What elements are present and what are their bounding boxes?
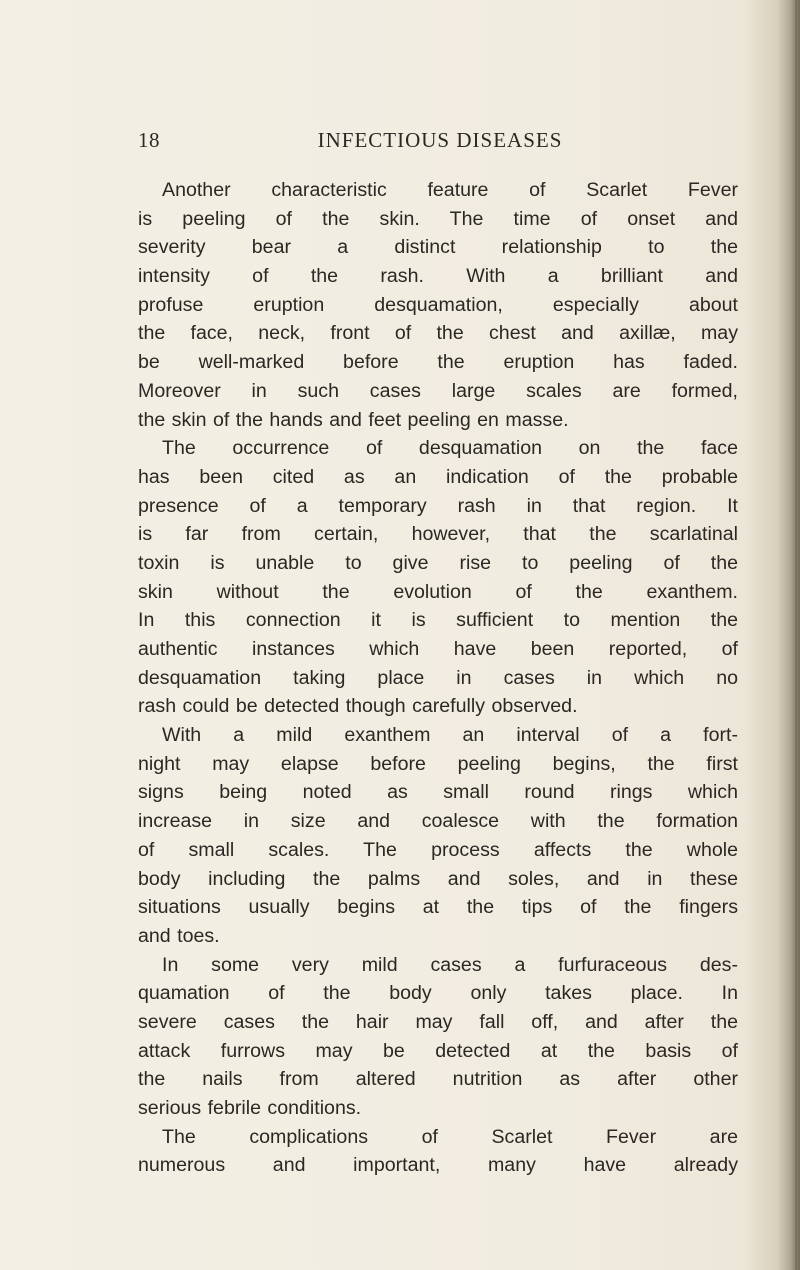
text-line: With a mild exanthem an interval of a fort- — [162, 724, 738, 747]
text-line: quamation of the body only takes place. In — [138, 982, 738, 1005]
text-line: attack furrows may be detected at the basis of — [138, 1039, 738, 1062]
body-text — [138, 176, 738, 1180]
paragraph-2 — [138, 434, 738, 721]
text-line: In this connection it is sufficient to mention the — [138, 609, 738, 632]
text-line: severity bear a distinct relationship to the — [138, 236, 738, 259]
text-line: authentic instances which have been reported, of — [138, 638, 738, 660]
text-line: The complications of Scarlet Fever are — [162, 1125, 738, 1148]
text-line: of small scales. The process affects the whole — [138, 838, 738, 861]
text-line: the face, neck, front of the chest and axillæ, may — [138, 322, 738, 345]
text-line: Moreover in such cases large scales are formed, — [138, 379, 738, 402]
text-line: profuse eruption desquamation, especially about — [138, 293, 738, 316]
text-line: Another characteristic feature of Scarlet Fever — [162, 179, 738, 201]
text-line: severe cases the hair may fall off, and after the — [138, 1010, 738, 1033]
text-line: be well-marked before the eruption has faded. — [138, 351, 738, 374]
page-edge-line — [795, 0, 797, 1270]
text-line: rash could be detected though carefully observed. — [138, 695, 578, 718]
text-line: is peeling of the skin. The time of onset and — [138, 207, 738, 230]
text-line: presence of a temporary rash in that region. It — [138, 494, 738, 517]
text-line: is far from certain, however, that the scarlatinal — [138, 523, 738, 546]
paragraph-5 — [138, 1123, 738, 1180]
text-line: and toes. — [138, 924, 220, 947]
text-line: the nails from altered nutrition as after other — [138, 1068, 738, 1091]
text-line: skin without the evolution of the exanthem. — [138, 580, 738, 603]
text-line: has been cited as an indication of the probable — [138, 465, 738, 488]
text-line: intensity of the rash. With a brilliant and — [138, 265, 738, 288]
text-line: situations usually begins at the tips of the fingers — [138, 896, 738, 919]
text-line: the skin of the hands and feet peeling en masse. — [138, 408, 569, 431]
text-line: serious febrile conditions. — [138, 1097, 362, 1119]
text-line: night may elapse before peeling begins, the first — [138, 752, 738, 775]
running-head — [138, 128, 742, 158]
text-line: toxin is unable to give rise to peeling of the — [138, 551, 738, 574]
paragraph-3 — [138, 721, 738, 951]
page-number: 18 — [138, 128, 160, 152]
text-line: body including the palms and soles, and in these — [138, 867, 738, 890]
text-line: The occurrence of desquamation on the face — [162, 437, 738, 460]
paragraph-4 — [138, 951, 738, 1123]
text-line: signs being noted as small round rings which — [138, 781, 738, 804]
text-line: desquamation taking place in cases in which no — [138, 666, 738, 689]
text-line: In some very mild cases a furfuraceous des- — [162, 953, 738, 976]
text-line: increase in size and coalesce with the formation — [138, 810, 738, 833]
paragraph-1 — [138, 176, 738, 434]
text-line: numerous and important, many have already — [138, 1154, 738, 1177]
running-title: INFECTIOUS DISEASES — [317, 128, 563, 152]
